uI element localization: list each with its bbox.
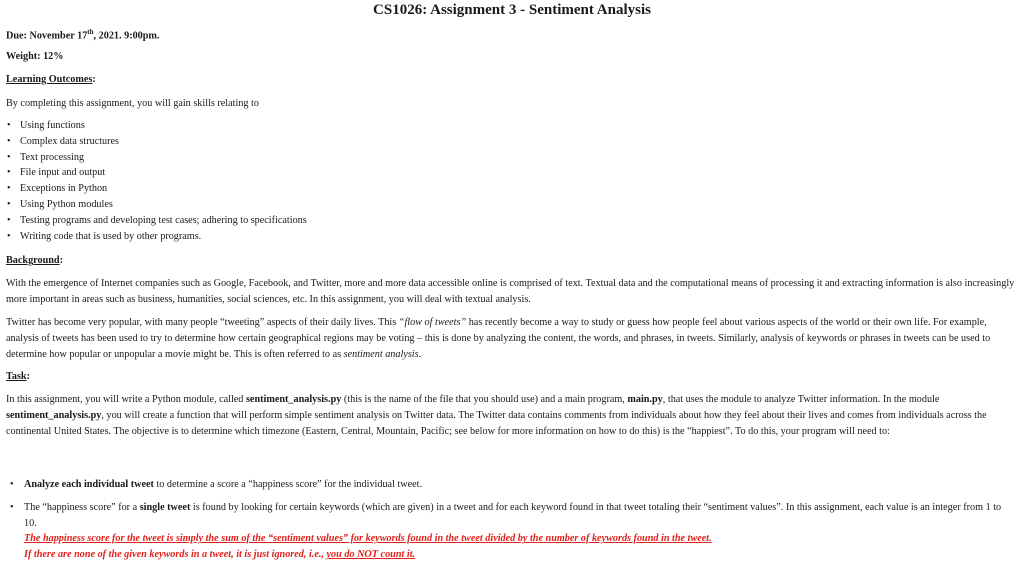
list-item: • Using functions xyxy=(6,118,1016,134)
outcomes-intro: By completing this assignment, you will gain skills relating to xyxy=(6,98,259,109)
learning-outcomes-heading: Learning Outcomes: xyxy=(6,74,96,85)
list-item: • Testing programs and developing test cases; adhering to specifications xyxy=(6,213,1016,229)
list-item: • Complex data structures xyxy=(6,134,1016,150)
outcomes-list xyxy=(6,118,1016,244)
due-date: Due: November 17th, 2021. 9:00pm. xyxy=(6,28,160,42)
task-paragraph: In this assignment, you will write a Python module, called sentiment_analysis.py (this is the name of the file that you should use) and a main program, main.py, that uses the module to analyze Twitter information. In the module sentiment_analysis.py, you will create a function that will perform simple sentiment analysis on Twitter data. The Twitter data contains comments from individuals about how they feel about their lives and comes from individuals across the continental United States. The objective is to determine which timezone (Eastern, Central, Mountain, Pacific; see below for more information on how to do this) is the “happiest”. To do this, your program will need to: xyxy=(6,394,987,437)
list-item: • Analyze each individual tweet to determine a score a “happiness score” for the individual tweet. xyxy=(6,477,1016,493)
background-paragraph-2: Twitter has become very popular, with many people “tweeting” aspects of their daily lives. This “flow of tweets” has recently become a way to study or guess how people feel about various aspects of the world or their own life. For example, analysis of tweets has been used to try to determine how certain geographical regions may be voting – this is done by analyzing the content, the words, and phrases, in tweets. Similarly, analysis of keywords or phrases in tweets can be used to determine how popular or unpopular a movie might be. This is often referred to as sentiment analysis. xyxy=(6,317,991,360)
list-item: • Exceptions in Python xyxy=(6,181,1016,197)
background-paragraph-1: With the emergence of Internet companies such as Google, Facebook, and Twitter, more and more data accessible online is comprised of text. Textual data and the computational means of processing it and extracting information is also increasingly more important in areas such as business, humanities, social sciences, etc. In this assignment, you will deal with textual analysis. xyxy=(6,278,1015,305)
page-title: CS1026: Assignment 3 - Sentiment Analysis xyxy=(373,2,651,18)
list-item: • Writing code that is used by other programs. xyxy=(6,229,1016,245)
ignore-tweet-rule: If there are none of the given keywords in a tweet, it is just ignored, i.e., you do NOT count it. xyxy=(24,549,416,561)
list-item: • File input and output xyxy=(6,165,1016,181)
list-item: • Text processing xyxy=(6,150,1016,166)
list-item: • Using Python modules xyxy=(6,197,1016,213)
weight: Weight: 12% xyxy=(6,51,64,62)
task-list xyxy=(6,477,1016,563)
list-item: • The “happiness score” for a single tweet is found by looking for certain keywords (which are given) in a tweet and for each keyword found in that tweet totaling their “sentiment values”. In this assignment, each value is an integer from 1 to 10. The happiness score for the tweet is simply the sum of the “sentiment values” for keywords found in the tweet divided by the number of keywords found in the tweet. If there are none of the given keywords in a tweet, it is just ignored, i.e., you do NOT count it. xyxy=(6,500,1016,563)
task-heading: Task: xyxy=(6,371,30,382)
happiness-score-rule: The happiness score for the tweet is simply the sum of the “sentiment values” for keywords found in the tweet divided by the number of keywords found in the tweet. xyxy=(24,533,712,545)
background-heading: Background: xyxy=(6,255,64,266)
